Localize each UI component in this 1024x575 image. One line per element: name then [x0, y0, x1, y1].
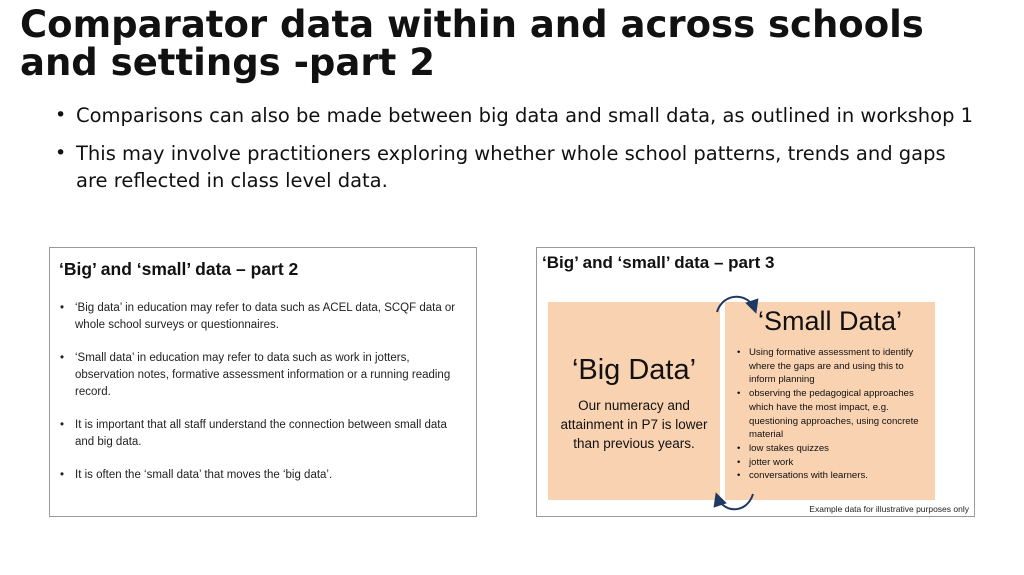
small-data-item	[737, 456, 932, 470]
card-bullet-text: ‘Big data’ in education may refer to data such as ACEL data, SCQF data or whole school surveys or questionnaires.	[75, 302, 456, 331]
bullet-dot: •	[737, 442, 741, 454]
bullet-dot: •	[60, 352, 65, 364]
card-bullet	[60, 350, 460, 401]
big-small-data-part2-card	[49, 247, 477, 517]
small-data-item	[737, 469, 932, 483]
small-data-item	[737, 442, 932, 456]
bullet-dot: •	[55, 104, 67, 126]
bullet-dot: •	[60, 469, 65, 481]
card-bullet-list	[60, 300, 460, 500]
slide-bullet-list	[55, 102, 975, 205]
bullet-dot: •	[737, 347, 741, 358]
bullet-text: Comparisons can also be made between big data and small data, as outlined in workshop 1	[76, 104, 974, 127]
big-small-data-part3-card	[536, 247, 975, 517]
small-data-item-text: low stakes quizzes	[749, 442, 829, 454]
slide-title: Comparator data within and across schools and settings -part 2	[20, 3, 924, 84]
card-bullet	[60, 417, 460, 451]
slide-bullet	[55, 140, 975, 194]
top-arrow	[717, 297, 755, 312]
card-title: ‘Big’ and ‘small’ data – part 2	[59, 259, 299, 279]
small-data-item	[737, 387, 932, 442]
small-data-item	[737, 346, 932, 387]
big-data-text: Our numeracy and attainment in P7 is lower than previous years.	[560, 398, 708, 451]
card-bullet-text: It is important that all staff understand the connection between small data and big data.	[75, 419, 447, 448]
card-bullet-text: ‘Small data’ in education may refer to data such as work in jotters, observation notes, formative assessment information or a running reading record.	[75, 352, 451, 398]
bullet-dot: •	[55, 142, 67, 164]
card-title: ‘Big’ and ‘small’ data – part 3	[542, 253, 775, 272]
card-bullet	[60, 300, 460, 334]
big-data-heading: ‘Big Data’	[571, 354, 697, 386]
bullet-dot: •	[60, 302, 65, 314]
small-data-item-text: jotter work	[749, 456, 794, 468]
bullet-dot: •	[737, 456, 741, 468]
small-data-list	[737, 346, 932, 483]
card-bullet-text: It is often the ‘small data’ that moves the ‘big data’.	[75, 469, 333, 481]
bullet-text: This may involve practitioners exploring whether whole school patterns, trends and gaps are reflected in class level data.	[76, 142, 946, 192]
small-data-item-text: observing the pedagogical approaches which have the most impact, e.g. questioning approaches, using concrete material	[749, 388, 919, 441]
small-data-heading: ‘Small Data’	[757, 306, 903, 336]
bullet-dot: •	[737, 388, 741, 400]
bullet-dot: •	[60, 419, 65, 431]
bottom-arrow	[717, 494, 753, 509]
small-data-item-text: Using formative assessment to identify where the gaps are and using this to inform planning	[749, 347, 914, 386]
illustrative-footnote: Example data for illustrative purposes only	[809, 504, 969, 514]
card-bullet	[60, 467, 460, 484]
big-data-box	[548, 302, 720, 500]
small-data-item-text: conversations with learners.	[749, 470, 868, 482]
slide-bullet	[55, 102, 975, 129]
cycle-arrows-icon	[709, 288, 761, 516]
bullet-dot: •	[737, 470, 741, 482]
